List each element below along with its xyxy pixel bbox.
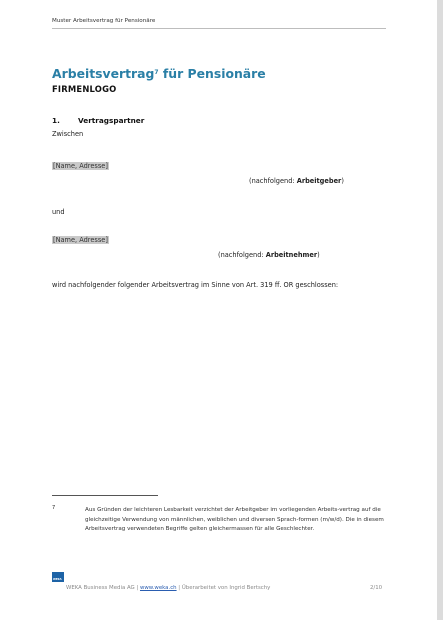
footer-author: | Überarbeitet von Ingrid Bertschy	[178, 585, 271, 591]
title-rest: für Pensionäre	[158, 66, 266, 81]
section-number: 1.	[52, 116, 60, 125]
und-text: und	[52, 208, 65, 216]
party2-role	[218, 251, 320, 259]
title-footnote-ref[interactable]: 7	[154, 69, 159, 76]
document-title	[52, 66, 266, 81]
page-number: 2/10	[370, 585, 383, 591]
party1-role-prefix: (nachfolgend:	[249, 177, 297, 185]
party2-role-suffix: )	[317, 251, 320, 259]
footer-website-link[interactable]: www.weka.ch	[139, 585, 177, 591]
footer-company: WEKA Business Media AG |	[66, 585, 140, 591]
contract-intro-text: wird nachfolgender folgender Arbeitsvertrag im Sinne von Art. 319 ff. OR geschlossen:	[52, 281, 339, 289]
zwischen-text: Zwischen	[52, 130, 84, 138]
page-footer	[66, 585, 270, 591]
running-header: Muster Arbeitsvertrag für Pensionäre	[52, 18, 156, 24]
footnote-text: Aus Gründen der leichteren Lesbarkeit verzichtet der Arbeitgeber im vorliegenden Arbeits-vertrag auf die gleichzeitige Verwendung von männlichen, weiblichen und diversen Sprach-formen (m/w/d). Die in diesem Arbeitsvertrag verwendeten Begriffe gelten gleichermassen für alle Geschlechter.	[85, 507, 384, 533]
footnote-separator	[52, 495, 158, 496]
section-heading	[52, 116, 144, 125]
title-main: Arbeitsvertrag	[52, 66, 155, 81]
party1-role	[249, 177, 344, 185]
party2-field[interactable]: [Name, Adresse]	[53, 236, 108, 244]
party1-role-name: Arbeitgeber	[296, 177, 342, 185]
viewer-background	[437, 0, 443, 620]
party1-placeholder[interactable]	[52, 162, 109, 170]
section-title: Vertragspartner	[78, 116, 145, 125]
party2-role-name: Arbeitnehmer	[265, 251, 318, 259]
weka-logo	[52, 572, 64, 582]
company-logo-placeholder: FIRMENLOGO	[52, 84, 117, 94]
header-rule	[52, 28, 386, 29]
party2-role-prefix: (nachfolgend:	[218, 251, 266, 259]
party2-placeholder[interactable]	[52, 236, 109, 244]
footnote-number: 7	[52, 505, 56, 511]
weka-logo-text: WEKA	[53, 578, 62, 581]
party1-role-suffix: )	[341, 177, 344, 185]
party1-field[interactable]: [Name, Adresse]	[53, 162, 108, 170]
